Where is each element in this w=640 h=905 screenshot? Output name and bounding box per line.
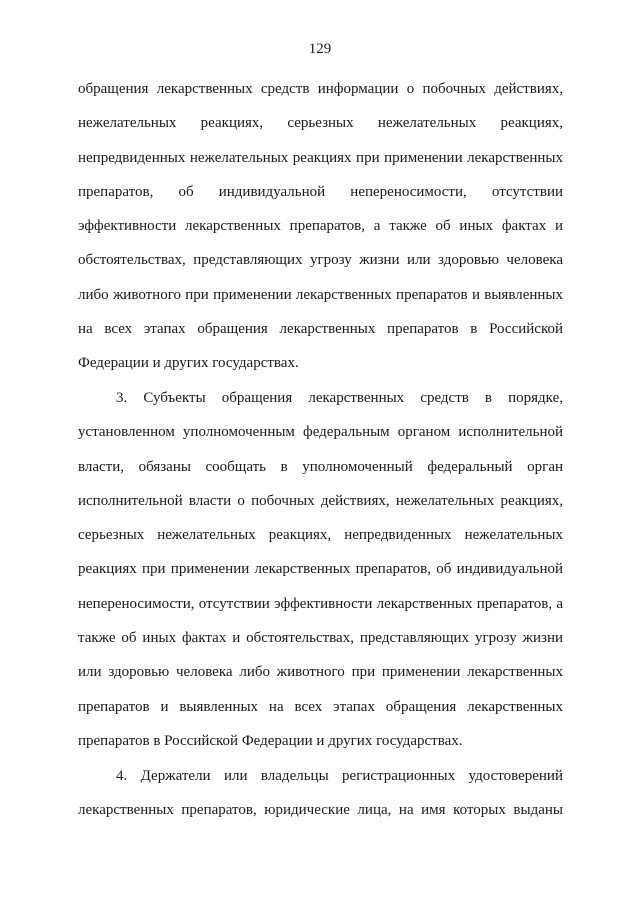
text-line: непредвиденных нежелательных реакциях при применении лекарственных: [78, 149, 563, 166]
text-line: на всех этапах обращения лекарственных препаратов в Российской: [78, 321, 563, 338]
paragraph-continuation: [78, 80, 563, 389]
text-line: либо животного при применении лекарственных препаратов и выявленных: [78, 286, 563, 303]
text-line: установленном уполномоченным федеральным органом исполнительной: [78, 424, 563, 441]
paragraph-item-4: [78, 767, 563, 836]
paragraph-item-3: [78, 389, 563, 766]
text-line: непереносимости, отсутствии эффективности лекарственных препаратов, а: [78, 595, 563, 612]
text-line: обращения лекарственных средств информации о побочных действиях,: [78, 81, 563, 97]
text-line: препаратов, об индивидуальной непереносимости, отсутствии: [78, 183, 563, 200]
text-line: лекарственных препаратов, юридические лица, на имя которых выданы: [78, 802, 563, 819]
text-line: 3. Субъекты обращения лекарственных средств в порядке,: [116, 390, 563, 406]
text-line: нежелательных реакциях, серьезных нежелательных реакциях,: [78, 115, 563, 132]
text-line: 4. Держатели или владельцы регистрационных удостоверений: [116, 768, 563, 784]
text-line: обстоятельствах, представляющих угрозу жизни или здоровью человека: [78, 252, 563, 269]
text-line: препаратов в Российской Федерации и других государствах.: [78, 732, 463, 749]
text-line: исполнительной власти о побочных действиях, нежелательных реакциях,: [78, 492, 563, 509]
text-line: или здоровью человека либо животного при применении лекарственных: [78, 664, 563, 681]
text-line: реакциях при применении лекарственных препаратов, об индивидуальной: [78, 561, 563, 578]
text-line: серьезных нежелательных реакциях, непредвиденных нежелательных: [78, 527, 563, 544]
text-line: препаратов и выявленных на всех этапах обращения лекарственных: [78, 698, 563, 715]
text-line: власти, обязаны сообщать в уполномоченный федеральный орган: [78, 458, 563, 475]
page-number: 129: [308, 41, 332, 57]
text-line: Федерации и других государствах.: [78, 355, 299, 372]
text-line: также об иных фактах и обстоятельствах, представляющих угрозу жизни: [78, 630, 563, 647]
text-line: эффективности лекарственных препаратов, а также об иных фактах и: [78, 218, 563, 235]
